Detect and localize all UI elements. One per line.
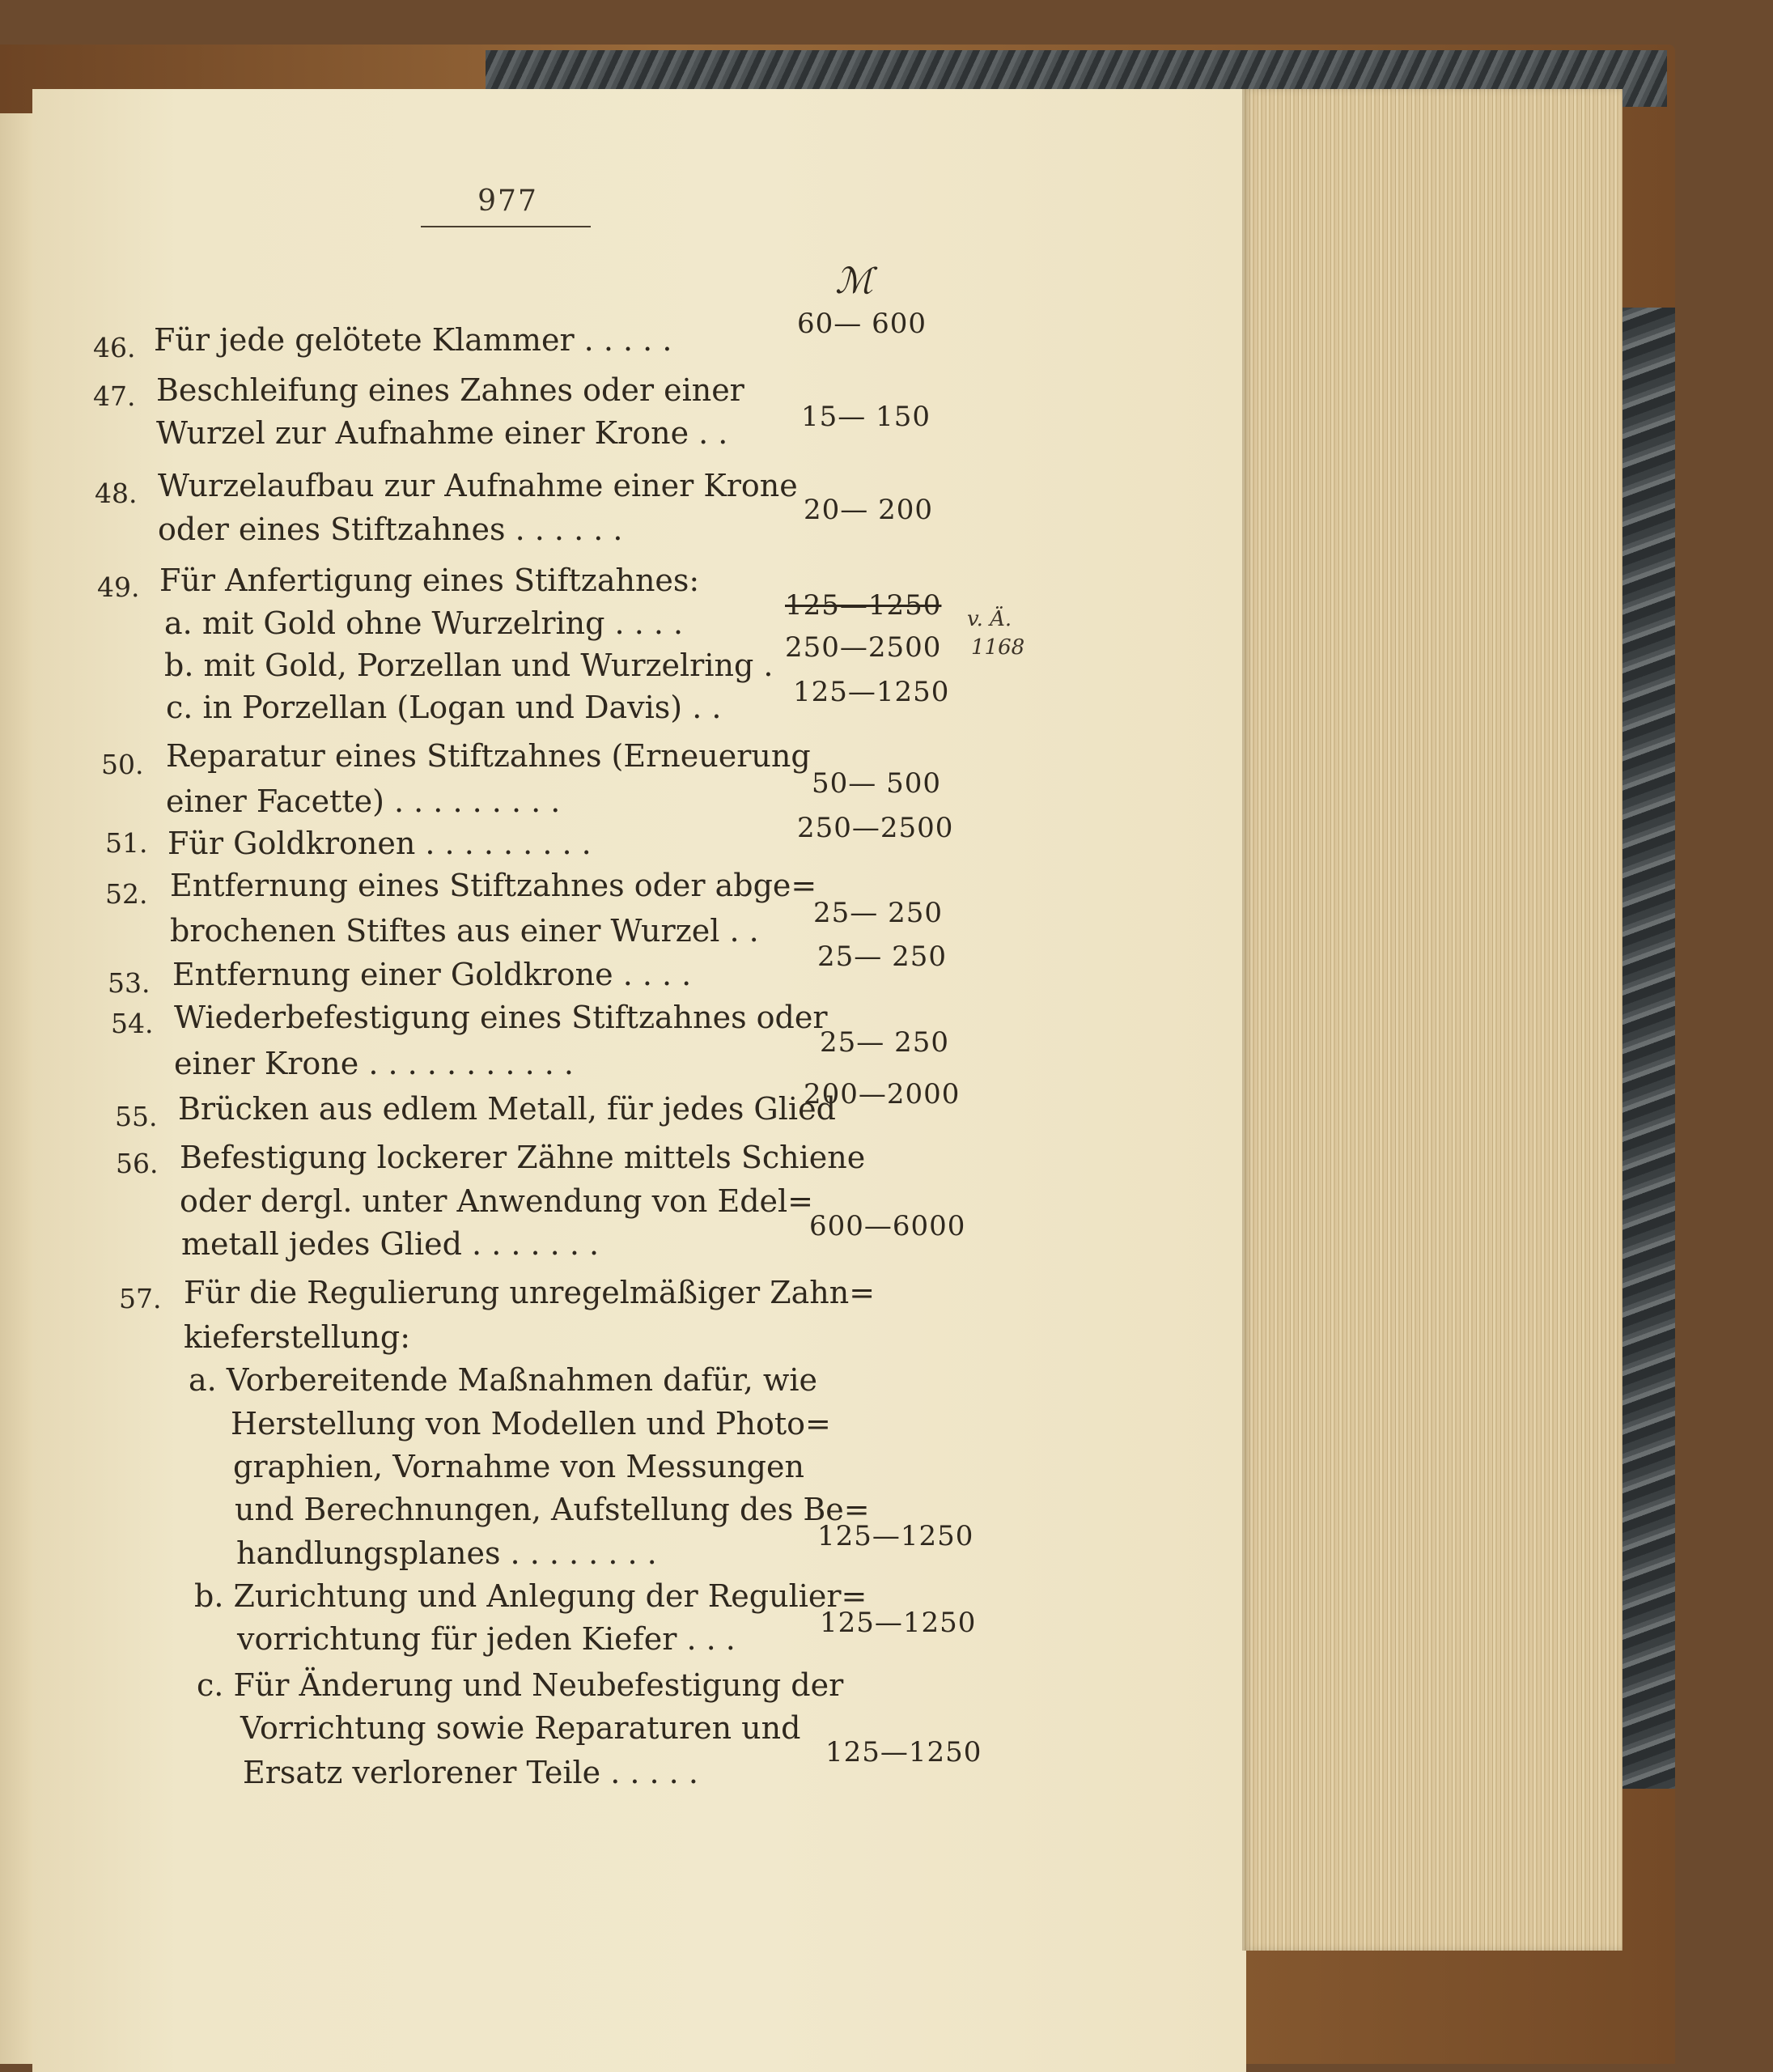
item-number: 50. bbox=[101, 749, 144, 780]
item-text: b. Zurichtung und Anlegung der Regulier= bbox=[194, 1578, 867, 1614]
item-text: einer Krone . . . . . . . . . . . bbox=[174, 1046, 574, 1081]
item-number: 51. bbox=[105, 827, 148, 859]
item-price: 200—2000 bbox=[804, 1078, 961, 1110]
page-number: 977 bbox=[477, 185, 538, 218]
item-price: 25— 250 bbox=[820, 1026, 949, 1059]
item-text: c. Für Änderung und Neubefestigung der bbox=[197, 1667, 844, 1703]
item-number: 46. bbox=[93, 332, 136, 363]
item-number: 49. bbox=[97, 571, 140, 603]
item-text: oder eines Stiftzahnes . . . . . . bbox=[158, 512, 623, 547]
item-text: handlungsplanes . . . . . . . . bbox=[236, 1535, 657, 1571]
item-text: a. mit Gold ohne Wurzelring . . . . bbox=[164, 605, 684, 641]
item-text: metall jedes Glied . . . . . . . bbox=[181, 1226, 600, 1262]
currency-symbol: ℳ bbox=[835, 261, 874, 302]
item-price: 125—1250 bbox=[793, 676, 950, 708]
item-number: 57. bbox=[119, 1283, 162, 1314]
item-price: 60— 600 bbox=[797, 308, 927, 340]
item-text: brochenen Stiftes aus einer Wurzel . . bbox=[170, 913, 759, 949]
item-text: Beschleifung eines Zahnes oder einer bbox=[156, 372, 744, 408]
item-text: Entfernung einer Goldkrone . . . . bbox=[172, 957, 692, 992]
item-text: oder dergl. unter Anwendung von Edel= bbox=[180, 1183, 814, 1219]
item-text: Herstellung von Modellen und Photo= bbox=[231, 1406, 831, 1441]
item-price: 125—1250 bbox=[820, 1607, 977, 1639]
item-text: Für Goldkronen . . . . . . . . . bbox=[168, 826, 592, 861]
item-price: 50— 500 bbox=[812, 767, 941, 800]
item-number: 53. bbox=[108, 967, 151, 999]
item-number: 55. bbox=[115, 1101, 158, 1132]
item-number: 48. bbox=[95, 478, 138, 509]
item-text: Brücken aus edlem Metall, für jedes Glied bbox=[178, 1091, 836, 1127]
item-number: 47. bbox=[93, 380, 136, 412]
item-number: 56. bbox=[116, 1148, 159, 1179]
item-price: 15— 150 bbox=[801, 401, 931, 433]
item-price: 125—1250 bbox=[817, 1520, 974, 1552]
item-text: c. in Porzellan (Logan und Davis) . . bbox=[166, 690, 722, 725]
item-text: vorrichtung für jeden Kiefer . . . bbox=[237, 1621, 736, 1657]
item-text: Wurzelaufbau zur Aufnahme einer Krone bbox=[158, 468, 798, 503]
item-text: Wurzel zur Aufnahme einer Krone . . bbox=[156, 415, 728, 451]
item-price: 600—6000 bbox=[809, 1210, 966, 1242]
item-price-struck: 125—1250 bbox=[785, 589, 942, 622]
page-edges bbox=[1242, 89, 1622, 1951]
item-text: Wiederbefestigung eines Stiftzahnes oder bbox=[174, 1000, 828, 1035]
item-text: b. mit Gold, Porzellan und Wurzelring . bbox=[164, 648, 774, 683]
item-text: Entfernung eines Stiftzahnes oder abge= bbox=[170, 868, 817, 903]
item-text: Ersatz verlorener Teile . . . . . bbox=[243, 1755, 698, 1790]
item-number: 54. bbox=[111, 1008, 154, 1039]
item-text: Für die Regulierung unregelmäßiger Zahn= bbox=[184, 1275, 876, 1310]
item-price: 25— 250 bbox=[813, 897, 943, 929]
handwritten-note: v. Ä. bbox=[967, 607, 1012, 631]
item-text: graphien, Vornahme von Messungen bbox=[233, 1449, 804, 1484]
item-text: Befestigung lockerer Zähne mittels Schiene bbox=[180, 1140, 866, 1175]
header-rule bbox=[421, 226, 591, 227]
item-price: 250—2500 bbox=[797, 812, 954, 844]
item-text: a. Vorbereitende Maßnahmen dafür, wie bbox=[189, 1362, 818, 1398]
item-price: 125—1250 bbox=[825, 1736, 982, 1768]
item-price: 20— 200 bbox=[804, 494, 933, 526]
item-number: 52. bbox=[105, 878, 148, 910]
item-text: Reparatur eines Stiftzahnes (Erneuerung bbox=[166, 738, 811, 774]
item-text: Vorrichtung sowie Reparaturen und bbox=[240, 1710, 801, 1746]
item-price: 25— 250 bbox=[817, 940, 947, 973]
item-text: Für Anfertigung eines Stiftzahnes: bbox=[159, 563, 700, 598]
item-text: und Berechnungen, Aufstellung des Be= bbox=[235, 1492, 870, 1527]
item-price: 250—2500 bbox=[785, 631, 942, 664]
item-text: einer Facette) . . . . . . . . . bbox=[166, 783, 561, 819]
item-text: Für jede gelötete Klammer . . . . . bbox=[154, 322, 672, 358]
handwritten-note: 1168 bbox=[971, 635, 1025, 660]
item-text: kieferstellung: bbox=[184, 1319, 411, 1355]
